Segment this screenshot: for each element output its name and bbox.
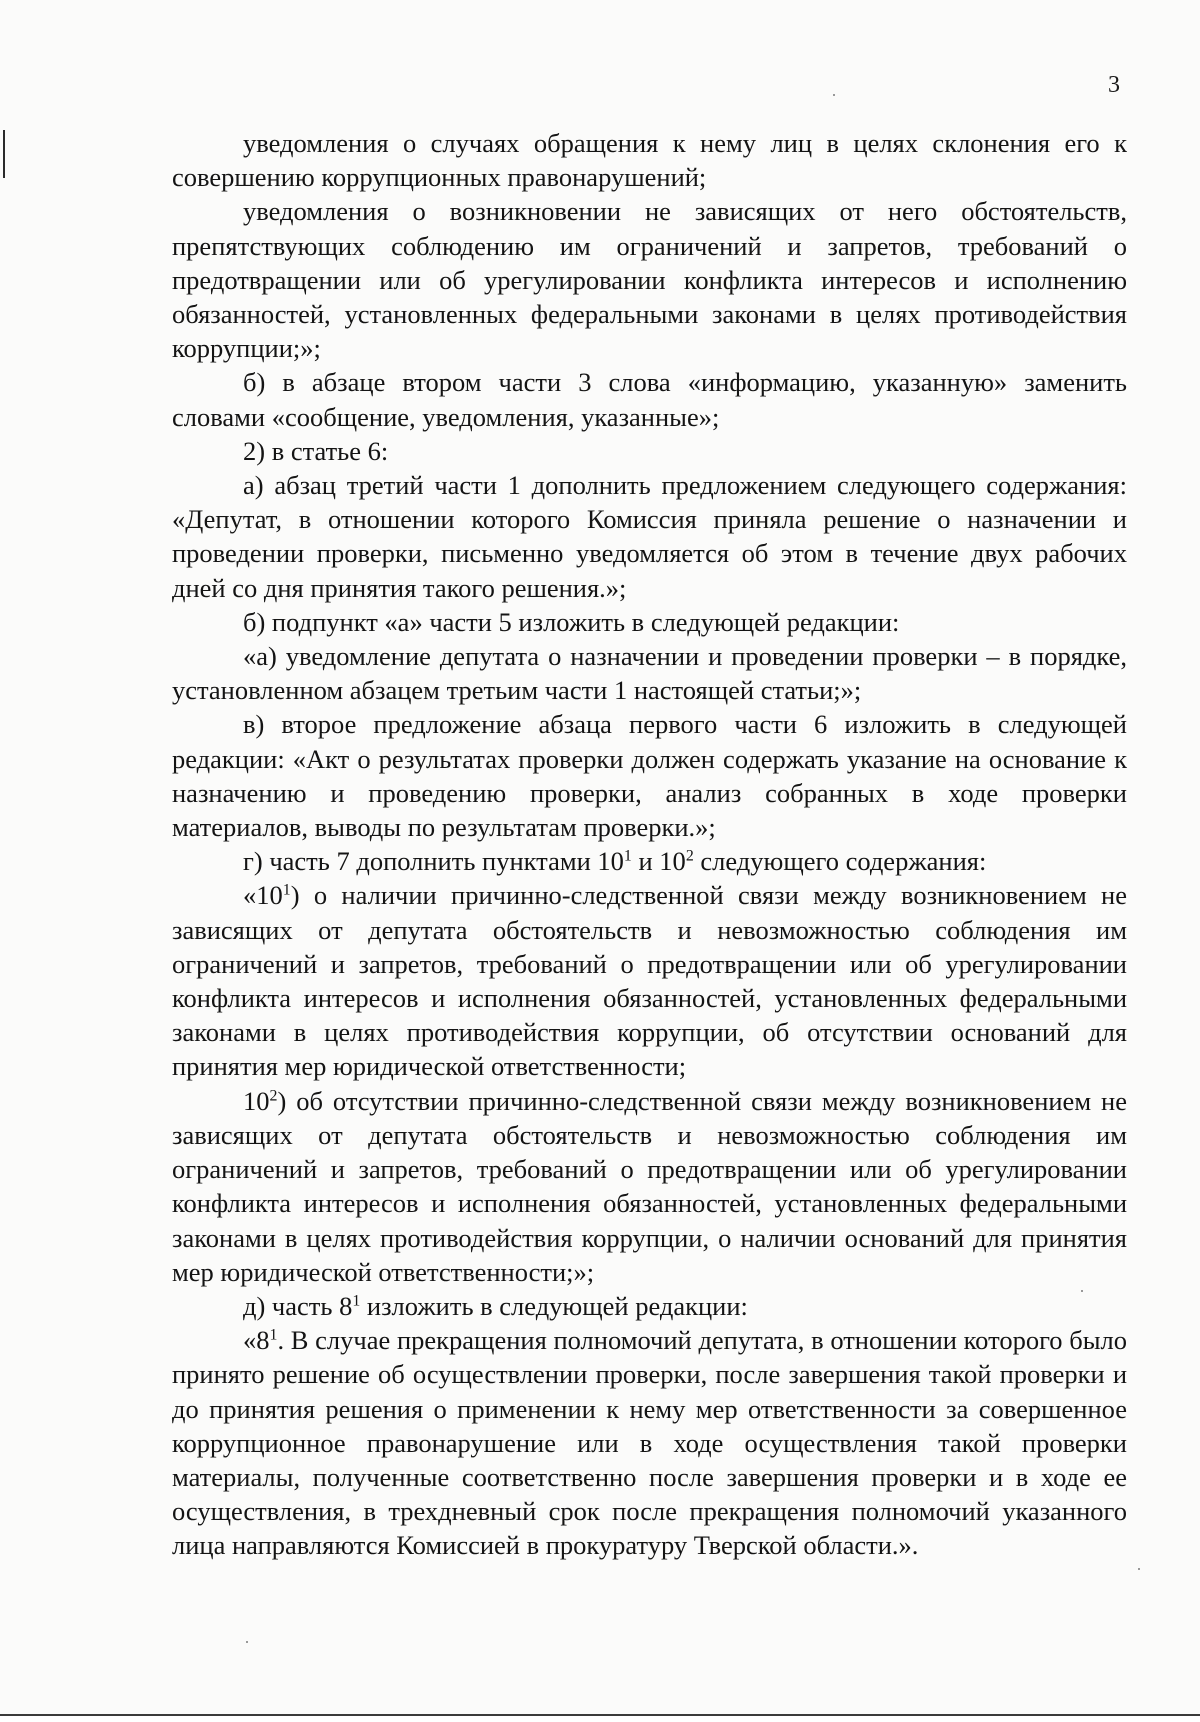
paragraph-3: б) в абзаце втором части 3 слова «информацию, указанную» заменить словами «сообщение, уведомления, указанные»; bbox=[172, 367, 1127, 432]
paragraph-9-part-3: следующего содержания: bbox=[693, 846, 987, 877]
paragraph-11-part-1: 10 bbox=[243, 1085, 270, 1116]
paragraph-9 bbox=[172, 844, 1127, 878]
paragraph-4: 2) в статье 6: bbox=[243, 435, 389, 466]
paragraph-12 bbox=[172, 1289, 1127, 1323]
binding-mark bbox=[3, 130, 5, 178]
paragraph-11 bbox=[172, 1084, 1127, 1289]
paragraph-9-sup-1: 1 bbox=[623, 847, 632, 865]
paragraph-12-sup-1: 1 bbox=[352, 1292, 361, 1310]
paragraph-1: уведомления о случаях обращения к нему лиц в целях склонения его к совершению коррупционных правонарушений; bbox=[172, 128, 1127, 193]
paragraph-8: в) второе предложение абзаца первого части 6 изложить в следующей редакции: «Акт о результатах проверки должен содержать указание на основание к назначению и проведению проверки, анализ собранных в ходе проверки материалов, выводы по результатам проверки.»; bbox=[172, 709, 1127, 843]
paragraph-9-sup-2: 2 bbox=[685, 847, 694, 865]
scan-speck bbox=[1081, 1290, 1083, 1292]
paragraph-10-part-2: ) о наличии причинно-следственной связи между возникновением не зависящих от депутата обстоятельств и невозможностью соблюдения им ограничений и запретов, требований о предотвращении или об урегулировании конфликта интересов и исполнения обязанностей, установленных федеральными законами в целях противодействия коррупции, об отсутствии оснований для принятия мер юридической ответственности; bbox=[172, 880, 1127, 1082]
paragraph-11-sup-1: 2 bbox=[269, 1087, 278, 1105]
paragraph-6: б) подпункт «а» части 5 изложить в следующей редакции: bbox=[243, 606, 900, 637]
scan-speck bbox=[833, 94, 835, 96]
paragraph-10-sup-1: 1 bbox=[282, 881, 291, 899]
paragraph-5: а) абзац третий части 1 дополнить предложением следующего содержания: «Депутат, в отношении которого Комиссия приняла решение о назначении и проведении проверки, письменно уведомляется об этом в течение двух рабочих дней со дня принятия такого решения.»; bbox=[172, 470, 1127, 603]
paragraph-12-part-1: д) часть 8 bbox=[243, 1290, 353, 1321]
document-body bbox=[172, 126, 1127, 1563]
paragraph-2: уведомления о возникновении не зависящих от него обстоятельств, препятствующих соблюдению им ограничений и запретов, требований о предотвращении или об урегулировании конфликта интересов и исполнению обязанностей, установленных федеральными законами в целях противодействия коррупции;»; bbox=[172, 196, 1127, 364]
paragraph-10-part-1: «10 bbox=[243, 880, 283, 911]
paragraph-9-part-1: г) часть 7 дополнить пунктами 10 bbox=[243, 846, 624, 877]
paragraph-13-sup-1: 1 bbox=[269, 1326, 278, 1344]
paragraph-10 bbox=[172, 878, 1127, 1083]
page-bottom-edge bbox=[0, 1714, 1200, 1722]
scan-speck bbox=[246, 1641, 248, 1643]
paragraph-12-part-2: изложить в следующей редакции: bbox=[360, 1290, 748, 1321]
paragraph-13-part-1: «8 bbox=[243, 1325, 270, 1356]
paragraph-9-part-2: и 10 bbox=[631, 846, 686, 877]
paragraph-13-part-2: . В случае прекращения полномочий депутата, в отношении которого было принято решение об осуществлении проверки, после завершения такой проверки и до принятия решения о применении к нему мер ответственности за совершенное коррупционное правонарушение или в ходе осуществления такой проверки материалы, полученные соответственно после завершения проверки и в ходе ее осуществления, в трехдневный срок после прекращения полномочий указанного лица направляются Комиссией в прокуратуру Тверской области.». bbox=[172, 1325, 1127, 1561]
paragraph-7: «а) уведомление депутата о назначении и проведении проверки – в порядке, установленном абзацем третьим части 1 настоящей статьи;»; bbox=[172, 641, 1127, 706]
scan-speck bbox=[1138, 1568, 1140, 1570]
paragraph-11-part-2: ) об отсутствии причинно-следственной связи между возникновением не зависящих от депутата обстоятельств и невозможностью соблюдения им ограничений и запретов, требований о предотвращении или об урегулировании конфликта интересов и исполнения обязанностей, установленных федеральными законами в целях противодействия коррупции, о наличии оснований для принятия мер юридической ответственности;»; bbox=[172, 1085, 1127, 1287]
page-number: 3 bbox=[1108, 72, 1120, 98]
paragraph-13 bbox=[172, 1323, 1127, 1562]
